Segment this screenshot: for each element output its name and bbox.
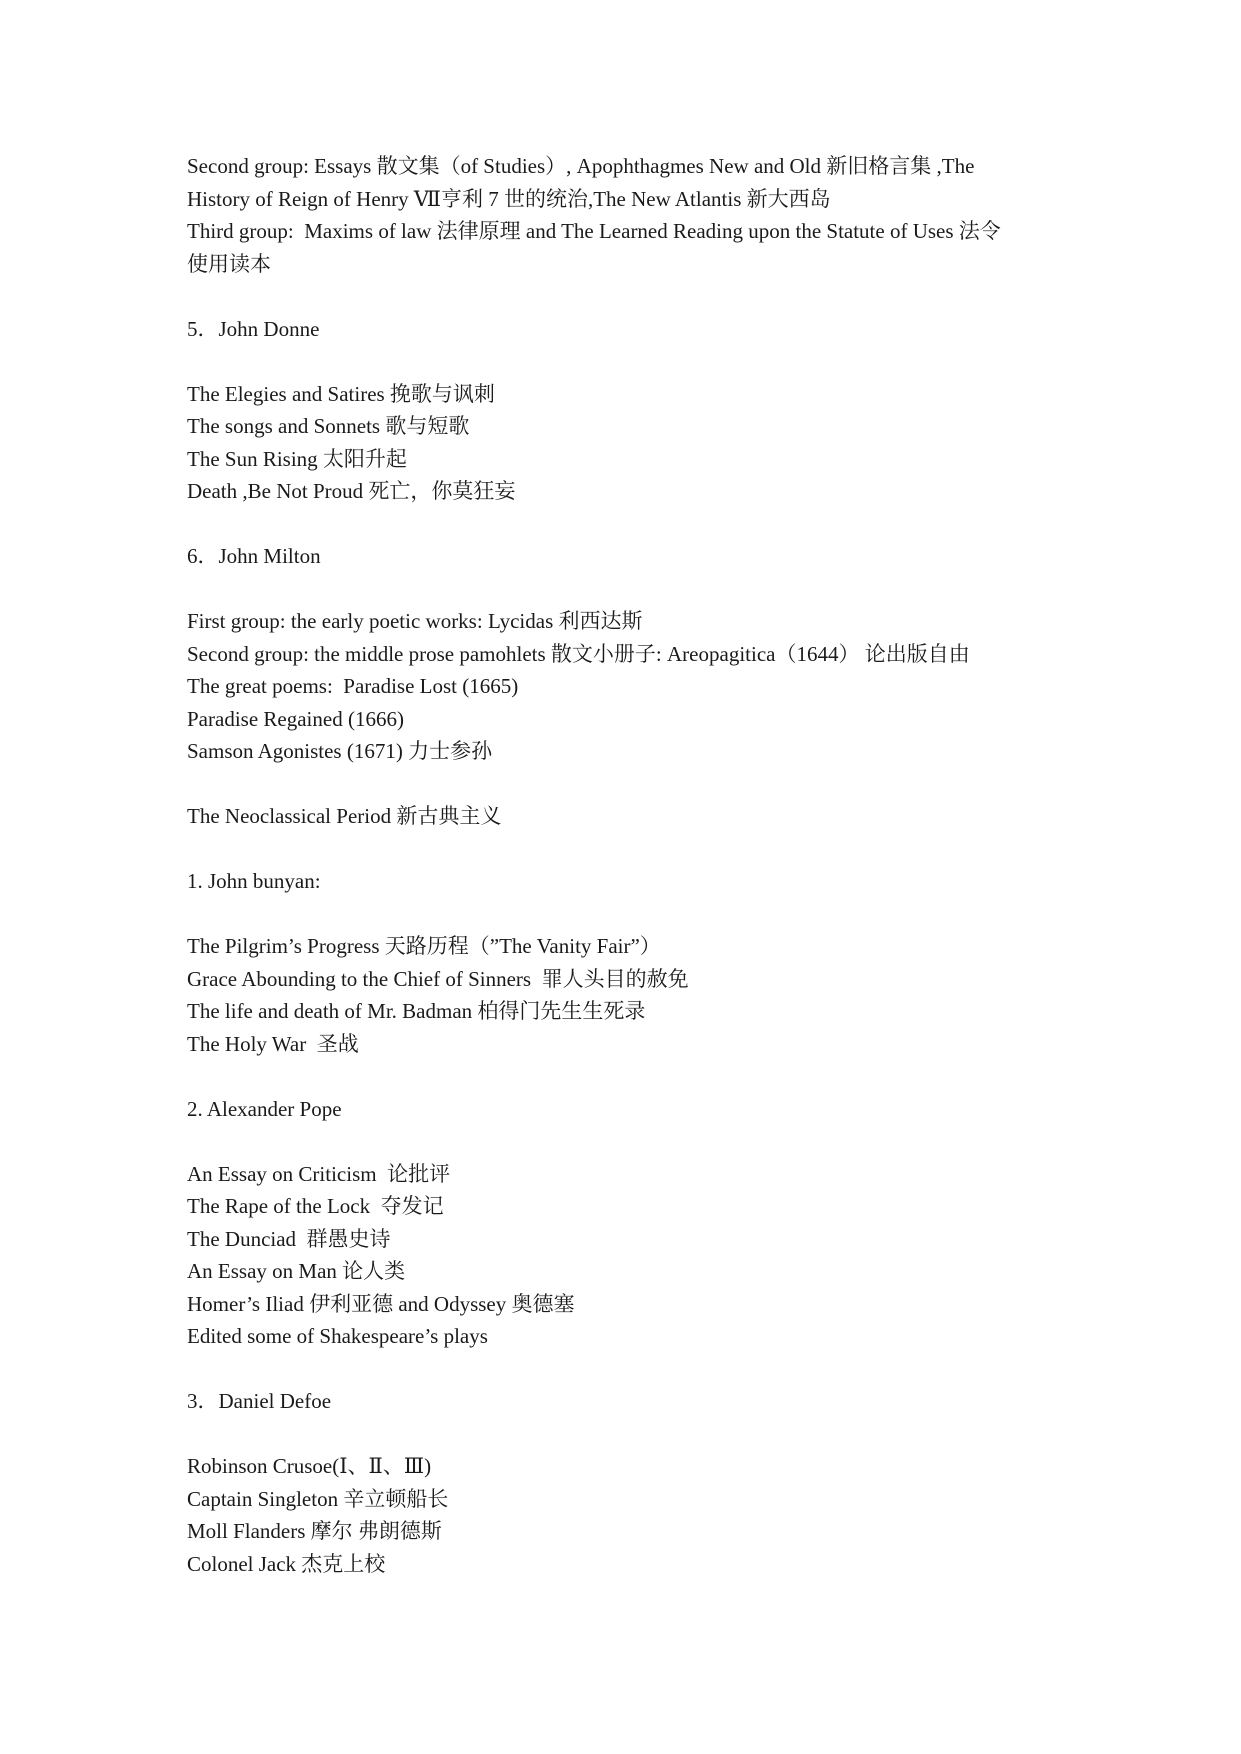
period-heading: The Neoclassical Period 新古典主义 bbox=[187, 804, 502, 828]
section-heading-pope: 2. Alexander Pope bbox=[187, 1096, 342, 1121]
section-heading-donne: 5．John Donne bbox=[187, 316, 320, 341]
list-item: An Essay on Man 论人类 bbox=[187, 1259, 406, 1283]
list-item: The Rape of the Lock 夺发记 bbox=[187, 1194, 444, 1218]
list-item: Moll Flanders 摩尔 弗朗德斯 bbox=[187, 1519, 442, 1543]
section-heading-bunyan: 1. John bunyan: bbox=[187, 869, 321, 893]
list-item: Robinson Crusoe(Ⅰ、Ⅱ、Ⅲ) bbox=[187, 1454, 432, 1478]
section-heading-milton: 6．John Milton bbox=[187, 544, 321, 568]
spacer bbox=[187, 1353, 1057, 1386]
list-item: Second group: the middle prose pamohlets 散文小册子: Areopagitica（1644） 论出版自由 bbox=[187, 641, 970, 666]
list-item: First group: the early poetic works: Lycidas 利西达斯 bbox=[187, 609, 643, 633]
bacon-second-group-line1: Second group: Essays 散文集（of Studies）, Apophthagmes New and Old 新旧格言集 ,The bbox=[187, 154, 975, 178]
list-item: Samson Agonistes (1671) 力士参孙 bbox=[187, 739, 493, 763]
list-item: The great poems: Paradise Lost (1665) bbox=[187, 674, 519, 698]
list-item: Captain Singleton 辛立顿船长 bbox=[187, 1486, 449, 1511]
spacer bbox=[187, 768, 1057, 801]
list-item: An Essay on Criticism 论批评 bbox=[187, 1161, 451, 1186]
list-item: Edited some of Shakespeare’s plays bbox=[187, 1324, 488, 1348]
spacer bbox=[187, 573, 1057, 606]
list-item: The Elegies and Satires 挽歌与讽刺 bbox=[187, 381, 495, 406]
list-item: The Sun Rising 太阳升起 bbox=[187, 446, 407, 471]
document-body bbox=[187, 150, 1057, 1580]
list-item: Paradise Regained (1666) bbox=[187, 706, 404, 731]
spacer bbox=[187, 1060, 1057, 1093]
bacon-third-group-line2: 使用读本 bbox=[187, 251, 271, 276]
list-item: The Dunciad 群愚史诗 bbox=[187, 1226, 391, 1251]
spacer bbox=[187, 508, 1057, 541]
bacon-second-group-line2: History of Reign of Henry Ⅶ亨利 7 世的统治,The New Atlantis 新大西岛 bbox=[187, 186, 831, 211]
bacon-third-group-line1: Third group: Maxims of law 法律原理 and The Learned Reading upon the Statute of Uses 法令 bbox=[187, 219, 1001, 243]
list-item: The Holy War 圣战 bbox=[187, 1031, 359, 1056]
spacer bbox=[187, 833, 1057, 866]
spacer bbox=[187, 345, 1057, 378]
list-item: Colonel Jack 杰克上校 bbox=[187, 1551, 386, 1576]
list-item: Grace Abounding to the Chief of Sinners 罪人头目的赦免 bbox=[187, 966, 689, 991]
spacer bbox=[187, 898, 1057, 931]
list-item: Death ,Be Not Proud 死亡，你莫狂妄 bbox=[187, 479, 516, 503]
section-heading-defoe: 3．Daniel Defoe bbox=[187, 1389, 332, 1413]
list-item: The songs and Sonnets 歌与短歌 bbox=[187, 414, 470, 438]
spacer bbox=[187, 1125, 1057, 1158]
list-item: Homer’s Iliad 伊利亚德 and Odyssey 奥德塞 bbox=[187, 1291, 575, 1316]
list-item: The Pilgrim’s Progress 天路历程（”The Vanity Fair”） bbox=[187, 934, 661, 958]
spacer bbox=[187, 280, 1057, 313]
list-item: The life and death of Mr. Badman 柏得门先生生死录 bbox=[187, 999, 646, 1023]
spacer bbox=[187, 1418, 1057, 1451]
